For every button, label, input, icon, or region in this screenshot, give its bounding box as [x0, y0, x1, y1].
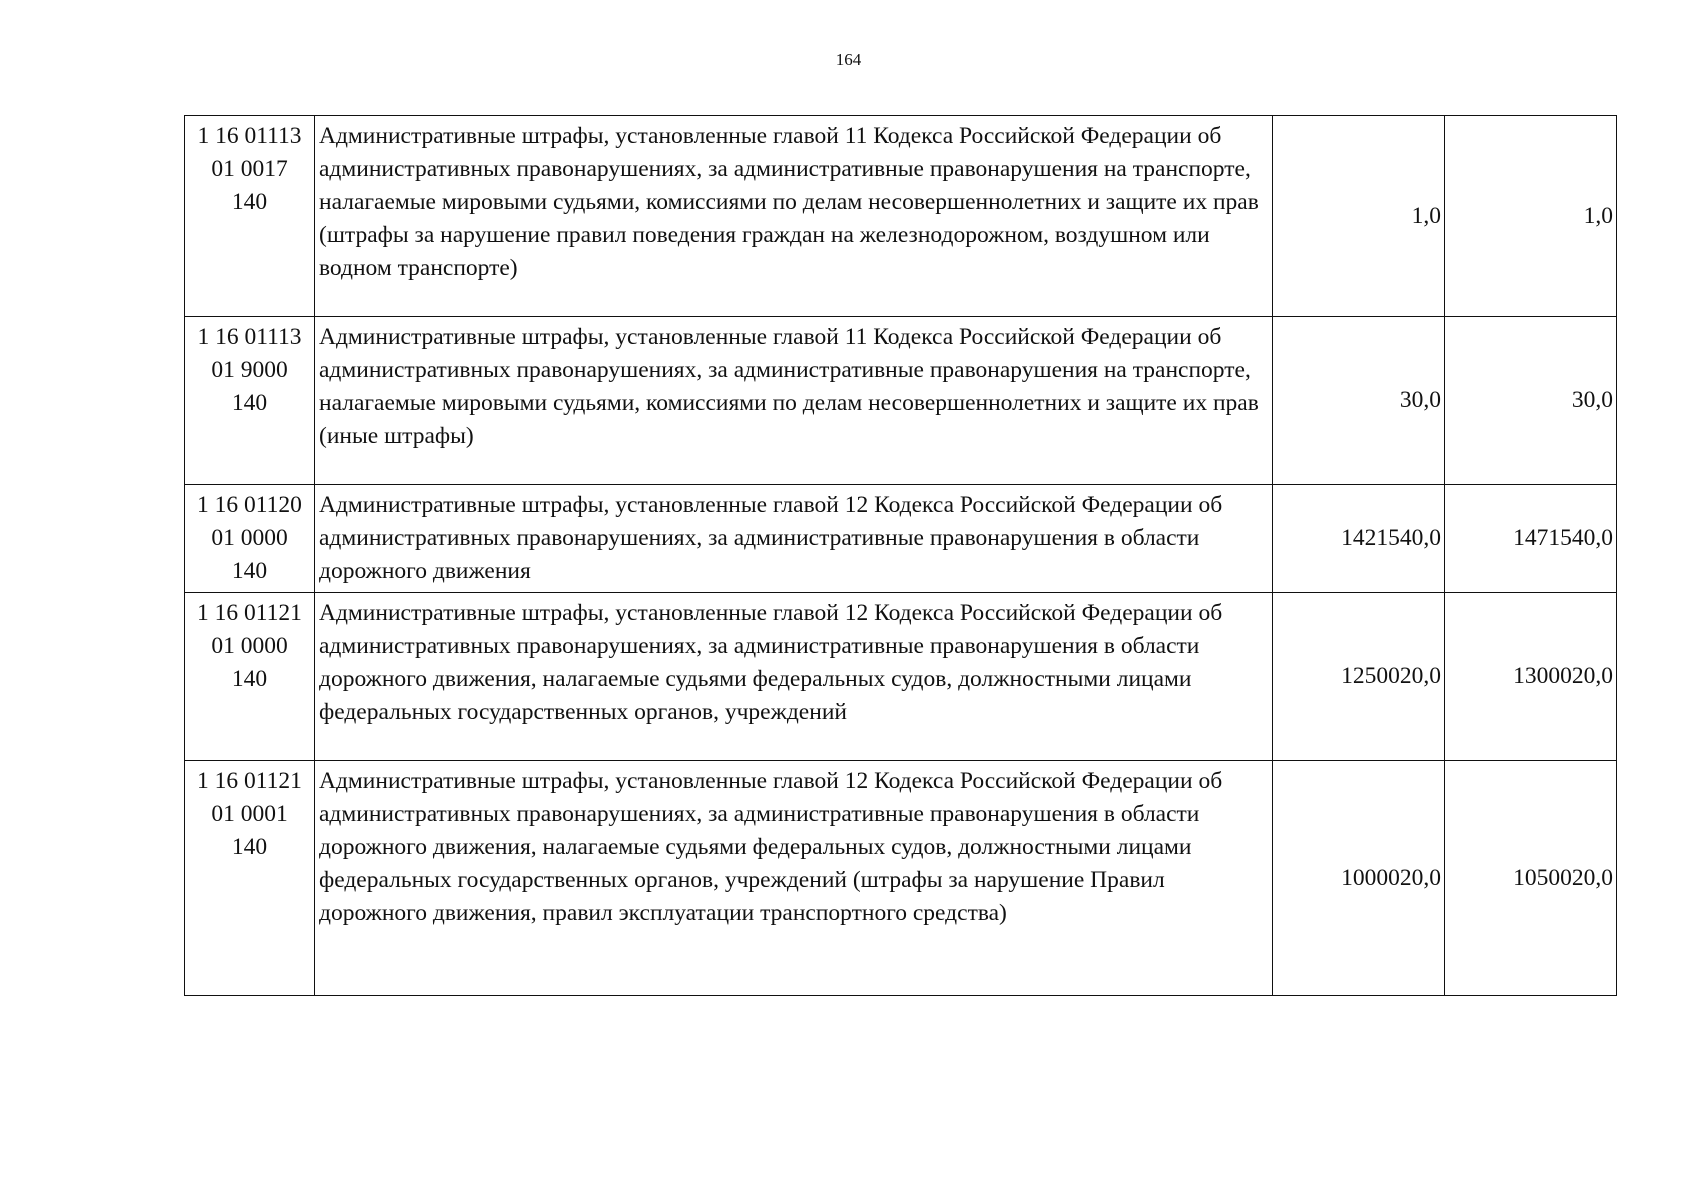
amount-year-1-cell: 30,0 [1273, 317, 1445, 485]
budget-code-line: 140 [231, 189, 268, 215]
table-row [185, 593, 1617, 761]
amount-year-2-cell: 1300020,0 [1445, 593, 1617, 761]
amount-year-1-cell: 1000020,0 [1273, 761, 1445, 996]
amount-year-2-cell: 30,0 [1445, 317, 1617, 485]
amount-year-1-cell: 1250020,0 [1273, 593, 1445, 761]
budget-code-line: 1 16 01113 [197, 123, 302, 149]
budget-table [184, 115, 1617, 996]
amount-year-2-cell: 1,0 [1445, 116, 1617, 317]
budget-code-line: 01 0017 [211, 156, 288, 182]
amount-year-2-cell: 1471540,0 [1445, 485, 1617, 593]
description-cell: Административные штрафы, установленные главой 12 Кодекса Российской Федерации об административных правонарушениях, за административные правонарушения в области дорожного движения, налагаемые судьями федеральных судов, должностными лицами федеральных государственных органов, учреждений [315, 593, 1273, 761]
budget-code-line: 1 16 01121 [197, 600, 302, 626]
budget-code-line: 140 [231, 834, 268, 860]
budget-code-line: 01 0000 [211, 525, 288, 551]
budget-code-line: 1 16 01121 [197, 768, 302, 794]
amount-year-2-cell: 1050020,0 [1445, 761, 1617, 996]
budget-code-cell [185, 593, 315, 761]
amount-year-1-cell: 1,0 [1273, 116, 1445, 317]
budget-code-cell [185, 317, 315, 485]
budget-code-line: 1 16 01120 [197, 492, 302, 518]
description-cell: Административные штрафы, установленные главой 11 Кодекса Российской Федерации об административных правонарушениях, за административные правонарушения на транспорте, налагаемые мировыми судьями, комиссиями по делам несовершеннолетних и защите их прав (штрафы за нарушение правил поведения граждан на железнодорожном, воздушном или водном транспорте) [315, 116, 1273, 317]
budget-code-line: 140 [231, 666, 268, 692]
budget-code-cell [185, 761, 315, 996]
budget-code-line: 1 16 01113 [197, 324, 302, 350]
budget-code-line: 140 [231, 390, 268, 416]
amount-year-1-cell: 1421540,0 [1273, 485, 1445, 593]
table-row [185, 485, 1617, 593]
budget-code-line: 140 [231, 558, 268, 584]
budget-code-line: 01 9000 [211, 357, 288, 383]
table-row [185, 116, 1617, 317]
budget-code-line: 01 0000 [211, 633, 288, 659]
budget-code-cell [185, 116, 315, 317]
budget-code-line: 01 0001 [211, 801, 288, 827]
page-number: 164 [835, 50, 862, 69]
table-row [185, 317, 1617, 485]
description-cell: Административные штрафы, установленные главой 11 Кодекса Российской Федерации об административных правонарушениях, за административные правонарушения на транспорте, налагаемые мировыми судьями, комиссиями по делам несовершеннолетних и защите их прав (иные штрафы) [315, 317, 1273, 485]
table-row [185, 761, 1617, 996]
description-cell: Административные штрафы, установленные главой 12 Кодекса Российской Федерации об административных правонарушениях, за административные правонарушения в области дорожного движения, налагаемые судьями федеральных судов, должностными лицами федеральных государственных органов, учреждений (штрафы за нарушение Правил дорожного движения, правил эксплуатации транспортного средства) [315, 761, 1273, 996]
budget-code-cell [185, 485, 315, 593]
description-cell: Административные штрафы, установленные главой 12 Кодекса Российской Федерации об административных правонарушениях, за административные правонарушения в области дорожного движения [315, 485, 1273, 593]
